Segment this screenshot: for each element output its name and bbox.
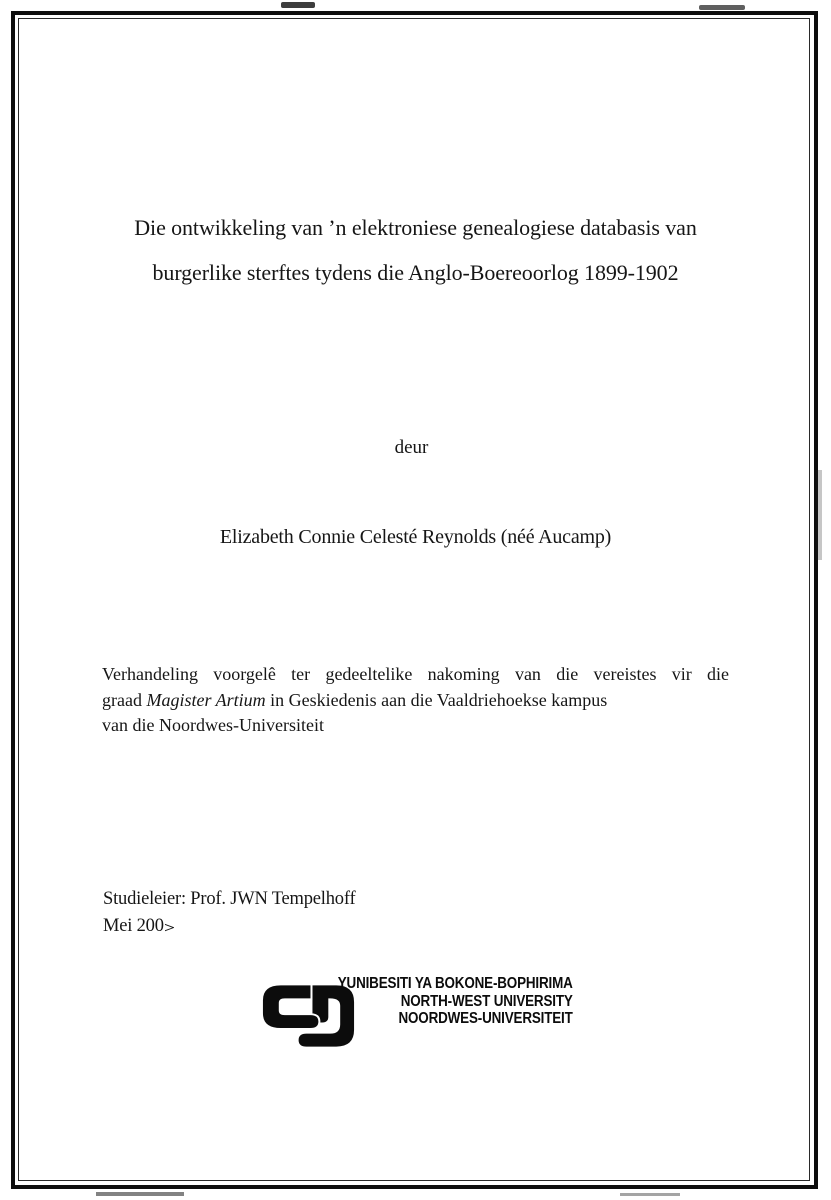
scan-noise (281, 2, 315, 8)
scan-noise (699, 5, 745, 10)
scan-noise (96, 1192, 184, 1196)
supervisor-line: Studieleier: Prof. JWN Tempelhoff (103, 889, 356, 909)
university-name-setswana: YUNIBESITI YA BOKONE-BOPHIRIMA (338, 975, 573, 992)
thesis-title (70, 205, 761, 295)
thesis-title-line2: burgerlike sterftes tydens die Anglo-Boereoorlog 1899-1902 (152, 260, 679, 285)
statement-line1: Verhandeling voorgelê ter gedeeltelike nakoming van die vereistes vir die (102, 664, 729, 684)
statement-line2-suffix: in Geskiedenis aan die Vaaldriehoekse kampus (265, 689, 608, 710)
dissertation-statement (102, 662, 729, 739)
statement-line2 (102, 688, 729, 714)
university-name-afrikaans: NOORDWES-UNIVERSITEIT (398, 1010, 573, 1027)
statement-line2-prefix: graad (102, 689, 147, 710)
thesis-title-line1: Die ontwikkeling van ’n elektroniese genealogiese databasis van (134, 215, 697, 240)
statement-degree-name: Magister Artium (146, 689, 266, 710)
date-prefix: Mei 200 (103, 915, 164, 936)
statement-line3: van die Noordwes-Universiteit (102, 715, 324, 735)
university-name-english: NORTH-WEST UNIVERSITY (401, 992, 573, 1010)
university-logo (0, 974, 831, 1060)
date-mei-2007 (103, 913, 355, 940)
signoff-block (103, 886, 355, 939)
date-last-digit-glyph: > (163, 919, 175, 937)
author-name: Elizabeth Connie Celesté Reynolds (néé Aucamp) (219, 526, 612, 548)
university-wordmark (338, 975, 573, 1028)
byline-deur: deur (394, 437, 429, 458)
scan-noise (620, 1193, 680, 1196)
